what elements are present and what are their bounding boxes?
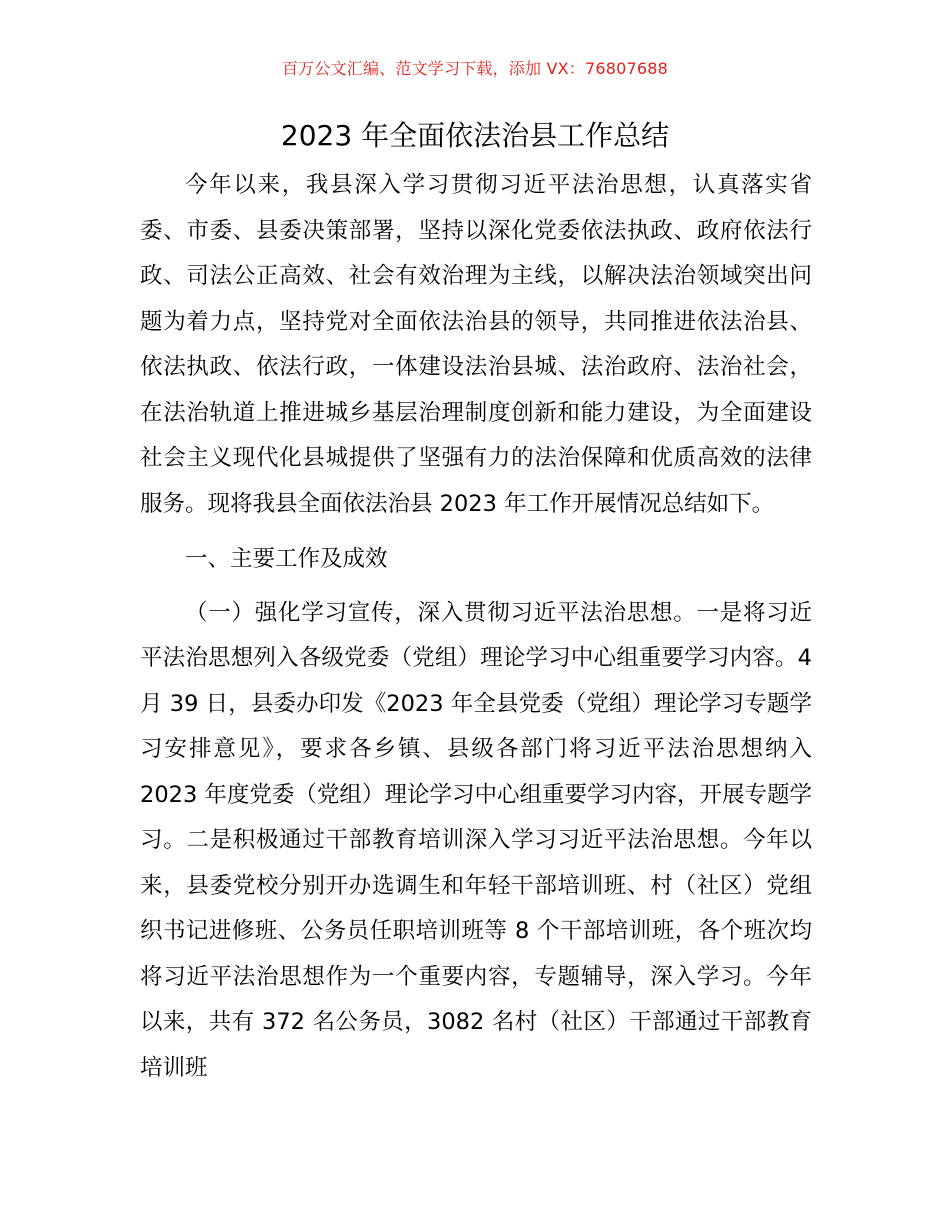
- header-promo-note: 百万公文汇编、范文学习下载，添加 VX：76807688: [281, 59, 669, 78]
- document-title: 2023 年全面依法治县工作总结: [280, 119, 670, 152]
- section-heading: 一、主要工作及成效: [185, 546, 388, 572]
- document-body: [140, 163, 812, 1091]
- section-paragraph: （一）强化学习宣传，深入贯彻习近平法治思想。一是将习近平法治思想列入各级党委（党组）理论学习中心组重要学习内容。4 月 39 日，县委办印发《2023 年全县党委（党组）理论学习专题学习安排意见》，要求各乡镇、县级各部门将习近平法治思想纳入 2023 年度党委（党组）理论学习中心组重要学习内容，开展专题学习。二是积极通过干部教育培训深入学习习近平法治思想。今年以来，县委党校分别开办选调生和年轻干部培训班、村（社区）党组织书记进修班、公务员任职培训班等 8 个干部培训班，各个班次均将习近平法治思想作为一个重要内容，专题辅导，深入学习。今年以来，共有 372 名公务员，3082 名村（社区）干部通过干部教育培训班: [140, 599, 812, 1081]
- intro-paragraph: 今年以来，我县深入学习贯彻习近平法治思想，认真落实省委、市委、县委决策部署，坚持以深化党委依法执政、政府依法行政、司法公正高效、社会有效治理为主线，以解决法治领域突出问题为着力点，坚持党对全面依法治县的领导，共同推进依法治县、依法执政、依法行政，一体建设法治县城、法治政府、法治社会，在法治轨道上推进城乡基层治理制度创新和能力建设，为全面建设社会主义现代化县城提供了坚强有力的法治保障和优质高效的法律服务。现将我县全面依法治县 2023 年工作开展情况总结如下。: [140, 172, 812, 517]
